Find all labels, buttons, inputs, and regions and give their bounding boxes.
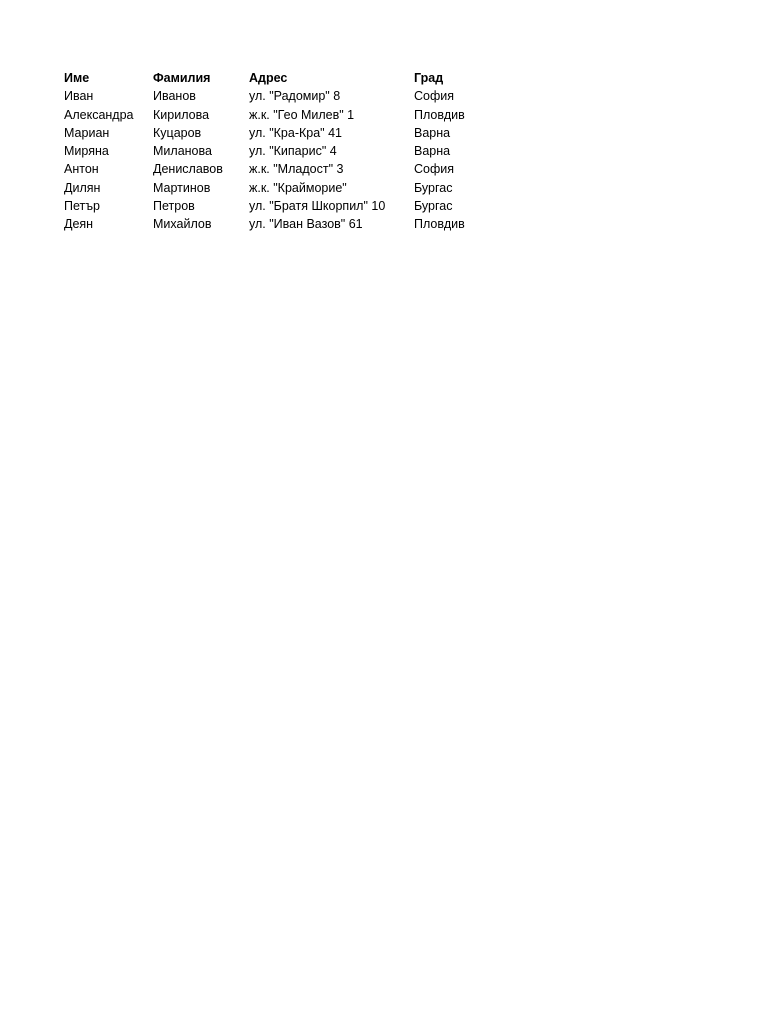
cell-city: София xyxy=(414,89,455,104)
cell-address: ж.к. "Младост" 3 xyxy=(249,162,344,177)
cell-first-name: Антон xyxy=(64,162,99,177)
table-row xyxy=(64,142,484,160)
table-row xyxy=(64,215,484,233)
cell-last-name: Мартинов xyxy=(153,180,211,195)
cell-last-name: Михайлов xyxy=(153,217,212,232)
header-last-name: Фамилия xyxy=(153,71,211,85)
sheet xyxy=(64,69,484,234)
cell-address: ул. "Кипарис" 4 xyxy=(249,144,337,159)
table-row xyxy=(64,179,484,197)
cell-first-name: Деян xyxy=(64,217,94,232)
cell-last-name: Кирилова xyxy=(153,107,210,122)
header-first-name: Име xyxy=(64,71,90,85)
table-row xyxy=(64,106,484,124)
cell-address: ул. "Братя Шкорпил" 10 xyxy=(249,199,386,214)
header-address: Адрес xyxy=(249,71,288,85)
table-row xyxy=(64,160,484,178)
cell-first-name: Миряна xyxy=(64,144,109,159)
cell-first-name: Мариан xyxy=(64,125,110,140)
cell-address: ж.к. "Крайморие" xyxy=(249,180,347,195)
cell-address: ж.к. "Гео Милев" 1 xyxy=(249,107,355,122)
cell-city: Варна xyxy=(414,125,451,140)
cell-last-name: Дениславов xyxy=(153,162,223,177)
table-row xyxy=(64,87,484,105)
cell-city: София xyxy=(414,162,455,177)
cell-first-name: Иван xyxy=(64,89,94,104)
cell-address: ул. "Радомир" 8 xyxy=(249,89,341,104)
cell-last-name: Петров xyxy=(153,199,195,214)
cell-address: ул. "Иван Вазов" 61 xyxy=(249,217,363,232)
header-row xyxy=(64,69,484,87)
cell-city: Пловдив xyxy=(414,217,465,232)
cell-last-name: Куцаров xyxy=(153,125,202,140)
table-row xyxy=(64,124,484,142)
contacts-table xyxy=(64,69,484,234)
cell-city: Варна xyxy=(414,144,451,159)
table-row xyxy=(64,197,484,215)
cell-city: Бургас xyxy=(414,199,453,214)
header-city: Град xyxy=(414,71,444,85)
cell-city: Бургас xyxy=(414,180,453,195)
cell-last-name: Миланова xyxy=(153,144,212,159)
cell-address: ул. "Кра-Кра" 41 xyxy=(249,125,342,140)
cell-first-name: Александра xyxy=(64,107,134,122)
cell-first-name: Петър xyxy=(64,199,101,214)
cell-first-name: Дилян xyxy=(64,180,101,195)
cell-city: Пловдив xyxy=(414,107,465,122)
cell-last-name: Иванов xyxy=(153,89,196,104)
